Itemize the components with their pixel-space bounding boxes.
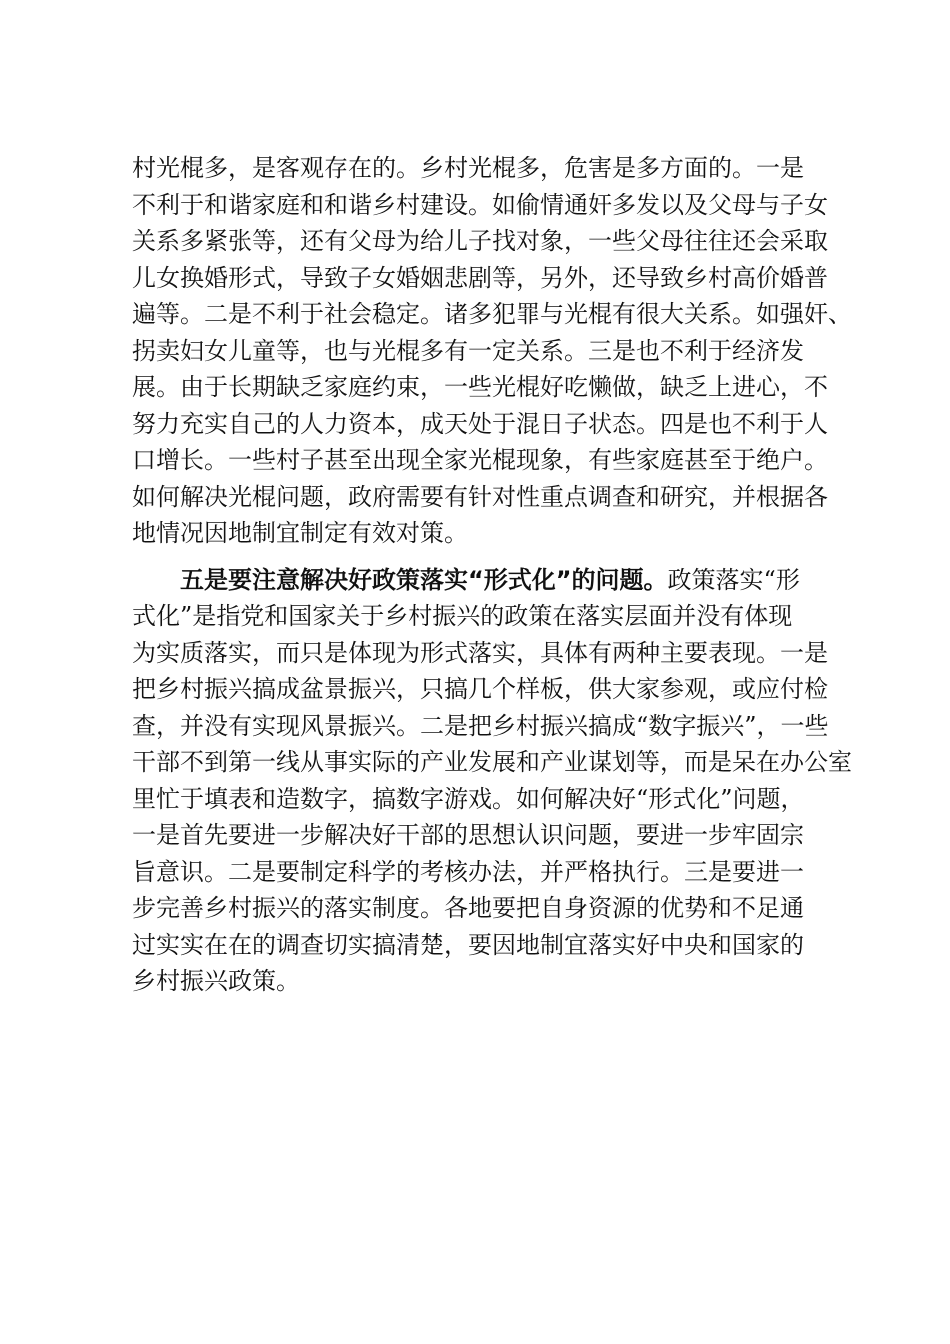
text-line: 儿女换婚形式，导致子女婚姻悲剧等，另外，还导致乡村高价婚普 (132, 263, 828, 292)
text-line: 步完善乡村振兴的落实制度。各地要把自身资源的优势和不足通 (132, 894, 804, 922)
text-line-first (132, 562, 852, 599)
text-line: 村光棍多，是客观存在的。乡村光棍多，危害是多方面的。一是 (132, 154, 804, 182)
text-line: 拐卖妇女儿童等，也与光棍多有一定关系。三是也不利于经济发 (132, 336, 804, 365)
text-line: 过实实在在的调查切实搞清楚，要因地制宜落实好中央和国家的 (132, 930, 804, 959)
text-line: 查，并没有实现风景振兴。二是把乡村振兴搞成“数字振兴”，一些 (132, 711, 829, 740)
body-text (132, 150, 852, 1000)
text-line: 干部不到第一线从事实际的产业发展和产业谋划等，而是呆在办公室 (132, 748, 852, 776)
paragraph-spacer (132, 552, 852, 562)
paragraph-1 (132, 150, 852, 552)
text-line: 把乡村振兴搞成盆景振兴，只搞几个样板，供大家参观，或应付检 (132, 675, 828, 703)
text-line: 努力充实自己的人力资本，成天处于混日子状态。四是也不利于人 (132, 409, 828, 438)
text-line: 展。由于长期缺乏家庭约束，一些光棍好吃懒做，缺乏上进心，不 (132, 373, 828, 401)
text-line: 一是首先要进一步解决好干部的思想认识问题，要进一步牢固宗 (132, 821, 804, 849)
text-line: 关系多紧张等，还有父母为给儿子找对象，一些父母往往还会采取 (132, 227, 828, 255)
text-line: 式化”是指党和国家关于乡村振兴的政策在落实层面并没有体现 (132, 602, 793, 630)
text-line: 遍等。二是不利于社会稳定。诸多犯罪与光棍有很大关系。如强奸、 (132, 300, 852, 328)
text-line: 口增长。一些村子甚至出现全家光棍现象，有些家庭甚至于绝户。 (132, 446, 828, 474)
text-line: 乡村振兴政策。 (132, 967, 300, 995)
paragraph-2 (132, 562, 852, 1000)
text-line: 为实质落实，而只是体现为形式落实，具体有两种主要表现。一是 (132, 638, 828, 667)
text-line: 里忙于填表和造数字，搞数字游戏。如何解决好“形式化”问题， (132, 784, 805, 813)
text-line: 旨意识。二是要制定科学的考核办法，并严格执行。三是要进一 (132, 857, 804, 886)
text-line: 不利于和谐家庭和和谐乡村建设。如偷情通奸多发以及父母与子女 (132, 190, 828, 219)
text-line: 如何解决光棍问题，政府需要有针对性重点调查和研究，并根据各 (132, 482, 828, 511)
text-line: 地情况因地制宜制定有效对策。 (132, 519, 468, 547)
section-heading: 五是要注意解决好政策落实“形式化”的问题。 (180, 565, 668, 594)
heading-continuation: 政策落实“形 (667, 565, 800, 594)
